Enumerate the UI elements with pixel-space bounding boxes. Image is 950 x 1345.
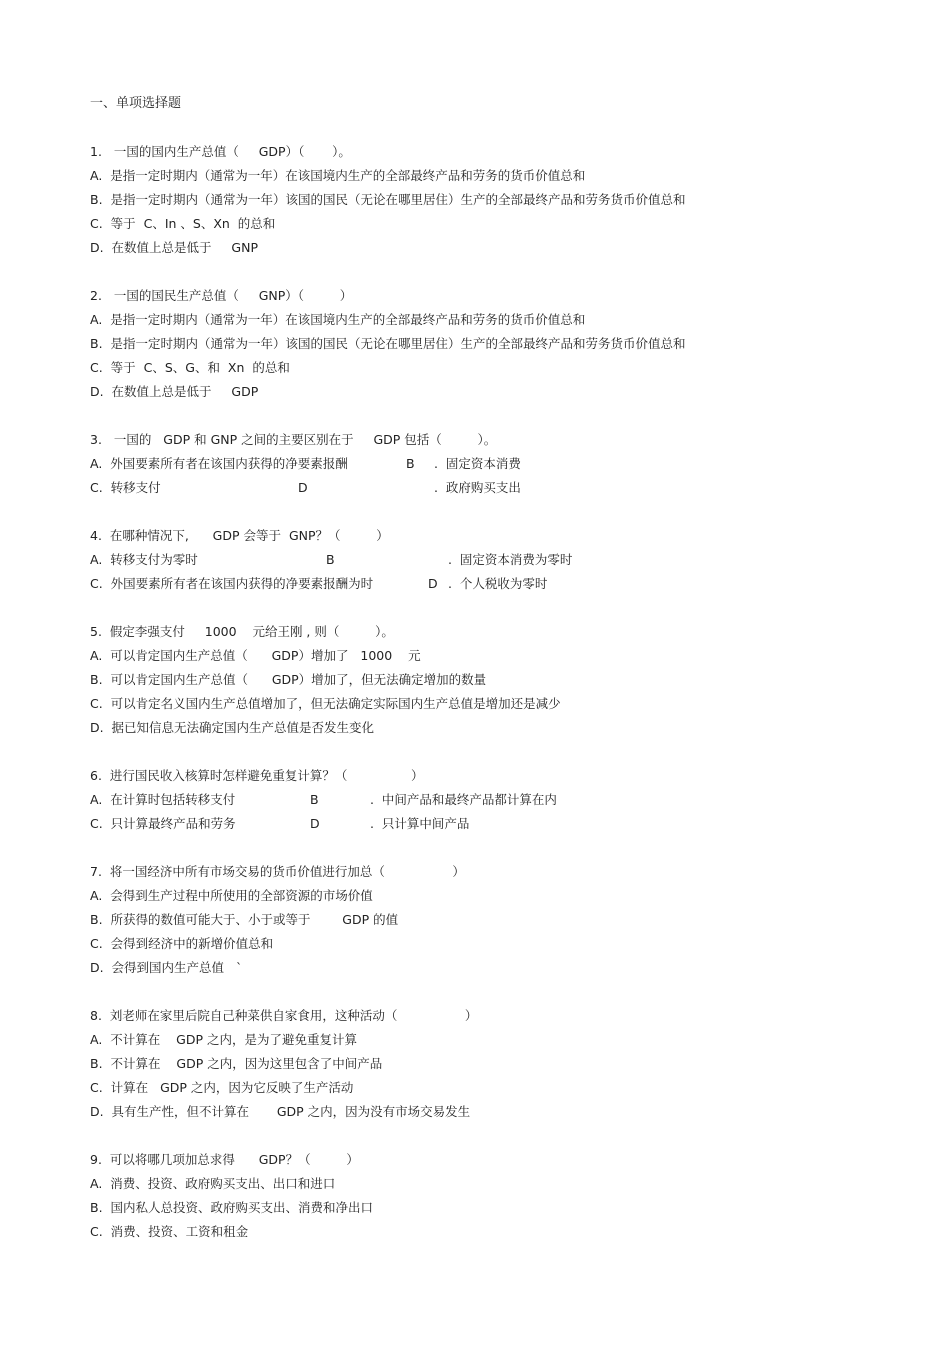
question-7-option-c: C. 会得到经济中的新增价值总和 <box>90 936 274 951</box>
question-3-option-d-text: . 政府购买支出 <box>434 480 521 495</box>
question-2-option-c: C. 等于 C、S、G、和 Xn 的总和 <box>90 360 290 375</box>
question-6-stem: 6. 进行国民收入核算时怎样避免重复计算？（ ） <box>90 768 424 783</box>
question-1-option-c: C. 等于 C、In 、S、Xn 的总和 <box>90 216 276 231</box>
question-9-option-a: A. 消费、投资、政府购买支出、出口和进口 <box>90 1176 336 1191</box>
question-6-option-d-text: . 只计算中间产品 <box>370 816 470 831</box>
question-3-option-b-letter: B <box>406 456 415 471</box>
question-2-stem: 2. 一国的国民生产总值（ GNP）（ ） <box>90 288 353 303</box>
question-4-option-c: C. 外国要素所有者在该国内获得的净要素报酬为时 <box>90 576 374 591</box>
question-3-option-d-letter: D <box>298 480 308 495</box>
question-1-option-b: B. 是指一定时期内（通常为一年）该国的国民（无论在哪里居住）生产的全部最终产品和劳务货币价值总和 <box>90 192 686 207</box>
question-9-stem: 9. 可以将哪几项加总求得 GDP？（ ） <box>90 1152 359 1167</box>
question-8-option-b: B. 不计算在 GDP 之内，因为这里包含了中间产品 <box>90 1056 383 1071</box>
question-2-option-d: D. 在数值上总是低于 GDP <box>90 384 259 399</box>
question-4-option-b-letter: B <box>326 552 335 567</box>
question-1-stem: 1. 一国的国内生产总值（ GDP）（ ）。 <box>90 144 351 159</box>
question-5-option-c: C. 可以肯定名义国内生产总值增加了，但无法确定实际国内生产总值是增加还是减少 <box>90 696 561 711</box>
question-5-option-d: D. 据已知信息无法确定国内生产总值是否发生变化 <box>90 720 375 735</box>
question-4-option-b-text: . 固定资本消费为零时 <box>448 552 573 567</box>
question-6-option-a: A. 在计算时包括转移支付 <box>90 792 236 807</box>
question-6-option-c: C. 只计算最终产品和劳务 <box>90 816 236 831</box>
question-4-stem: 4. 在哪种情况下, GDP 会等于 GNP？（ ） <box>90 528 389 543</box>
question-6-option-b-letter: B <box>310 792 319 807</box>
question-6-option-b-text: . 中间产品和最终产品都计算在内 <box>370 792 557 807</box>
question-2-option-b: B. 是指一定时期内（通常为一年）该国的国民（无论在哪里居住）生产的全部最终产品和劳务货币价值总和 <box>90 336 686 351</box>
question-3-option-a: A. 外国要素所有者在该国内获得的净要素报酬 <box>90 456 348 471</box>
section-title: 一、单项选择题 <box>90 96 182 111</box>
question-6-option-d-letter: D <box>310 816 320 831</box>
question-8-stem: 8. 刘老师在家里后院自己种菜供自家食用，这种活动（ ） <box>90 1008 478 1023</box>
question-8-option-c: C. 计算在 GDP 之内，因为它反映了生产活动 <box>90 1080 354 1095</box>
question-5-stem: 5. 假定李强支付 1000 元给王刚 , 则（ ）。 <box>90 624 394 639</box>
question-9-option-b: B. 国内私人总投资、政府购买支出、消费和净出口 <box>90 1200 373 1215</box>
question-5-option-b: B. 可以肯定国内生产总值（ GDP）增加了，但无法确定增加的数量 <box>90 672 487 687</box>
question-3-stem: 3. 一国的 GDP 和 GNP 之间的主要区别在于 GDP 包括（ ）。 <box>90 432 497 447</box>
question-3-option-b-text: . 固定资本消费 <box>434 456 521 471</box>
question-3-option-c: C. 转移支付 <box>90 480 161 495</box>
question-7-option-d: D. 会得到国内生产总值 ` <box>90 960 243 975</box>
question-7-option-a: A. 会得到生产过程中所使用的全部资源的市场价值 <box>90 888 373 903</box>
question-7-option-b: B. 所获得的数值可能大于、小于或等于 GDP 的值 <box>90 912 399 927</box>
question-4-option-a: A. 转移支付为零时 <box>90 552 198 567</box>
question-7-stem: 7. 将一国经济中所有市场交易的货币价值进行加总（ ） <box>90 864 465 879</box>
question-5-option-a: A. 可以肯定国内生产总值（ GDP）增加了 1000 元 <box>90 648 421 663</box>
question-9-option-c: C. 消费、投资、工资和租金 <box>90 1224 249 1239</box>
question-8-option-d: D. 具有生产性，但不计算在 GDP 之内，因为没有市场交易发生 <box>90 1104 471 1119</box>
question-1-option-a: A. 是指一定时期内（通常为一年）在该国境内生产的全部最终产品和劳务的货币价值总和 <box>90 168 586 183</box>
question-4-option-d-text: . 个人税收为零时 <box>448 576 548 591</box>
question-4-option-d-letter: D <box>428 576 438 591</box>
question-8-option-a: A. 不计算在 GDP 之内，是为了避免重复计算 <box>90 1032 357 1047</box>
question-2-option-a: A. 是指一定时期内（通常为一年）在该国境内生产的全部最终产品和劳务的货币价值总和 <box>90 312 586 327</box>
question-1-option-d: D. 在数值上总是低于 GNP <box>90 240 258 255</box>
